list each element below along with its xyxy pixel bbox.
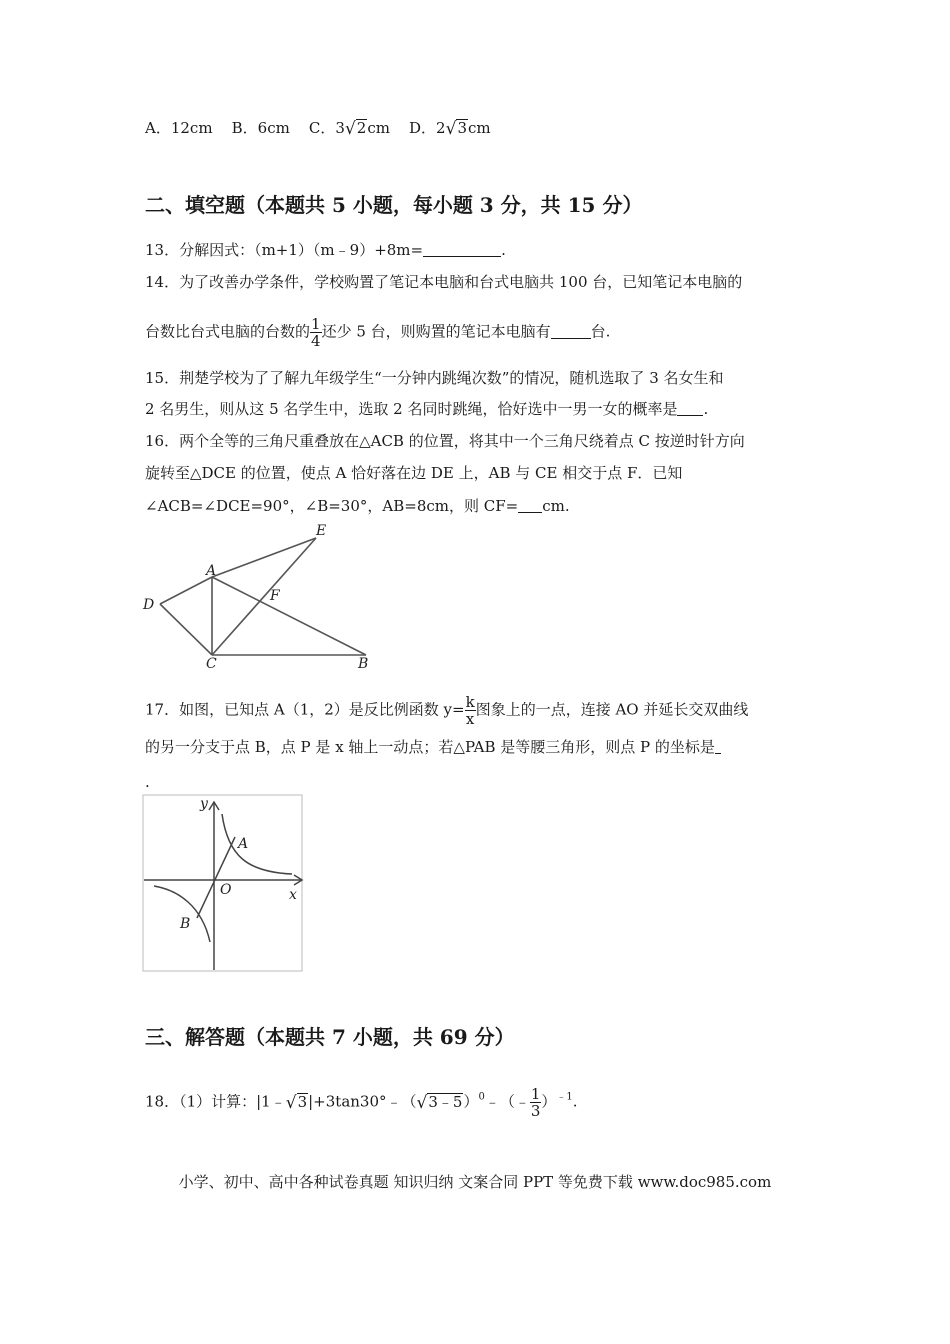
segment-AB — [197, 837, 235, 918]
answer-blank — [715, 739, 721, 754]
label-F: F — [270, 588, 280, 604]
section-heading: 三、解答题（本题共 7 小题，共 69 分） — [145, 1025, 515, 1049]
option-a: A．12cm — [145, 119, 213, 137]
sqrt-symbol: √2 — [344, 119, 367, 139]
fraction: $\frac{k}{x}$ — [465, 693, 475, 728]
q12-options — [145, 118, 491, 139]
label-E: E — [316, 523, 327, 539]
hyperbola-branch-2 — [154, 886, 210, 942]
sqrt-symbol: √3 — [285, 1092, 308, 1113]
label-B: B — [358, 656, 369, 672]
question-16-line2: 旋转至△DCE 的位置，使点 A 恰好落在边 DE 上，AB 与 CE 相交于点 F．已知 — [145, 464, 683, 482]
label-D: D — [143, 597, 155, 613]
question-13: 13．分解因式：（m+1）（m﹣9）+8m= . — [145, 241, 506, 259]
label-A: A — [238, 836, 249, 852]
answer-blank — [518, 498, 542, 513]
answer-blank — [551, 324, 591, 339]
label-C: C — [206, 656, 217, 672]
segment-AE — [212, 538, 316, 577]
segment-DA — [160, 577, 212, 604]
option-b: B．6cm — [231, 119, 290, 137]
hyperbola-figure — [142, 794, 304, 974]
segment-CE — [212, 538, 316, 655]
question-17-line3: . — [145, 773, 150, 791]
option-c: C．3√2cm — [308, 119, 390, 139]
question-17-line2: 的另一分支于点 B，点 P 是 x 轴上一动点；若△PAB 是等腰三角形，则点 P 的坐标是 — [145, 737, 721, 757]
label-x: x — [289, 887, 297, 903]
label-O: O — [220, 882, 232, 898]
triangle-figure — [138, 520, 378, 676]
label-A: A — [206, 563, 217, 579]
label-y: y — [200, 796, 208, 812]
answer-blank — [677, 401, 703, 416]
question-16-line1: 16．两个全等的三角尺重叠放在△ACB 的位置，将其中一个三角尺绕着点 C 按逆时针方向 — [145, 432, 745, 450]
question-18: 18．（1）计算：|1﹣√3|+3tan30°﹣（√3﹣5）$^0$﹣（﹣ $\frac{1}{3}$ ）$^{﹣1}$. — [145, 1085, 578, 1120]
page-footer: 小学、初中、高中各种试卷真题 知识归纳 文案合同 PPT 等免费下载 www.doc985.com — [178, 1173, 772, 1191]
question-15-line2: 2 名男生，则从这 5 名学生中，选取 2 名同时跳绳，恰好选中一男一女的概率是 . — [145, 400, 709, 418]
sqrt-symbol: √3 — [445, 119, 467, 139]
section-heading: 二、填空题（本题共 5 小题，每小题 3 分，共 15 分） — [145, 193, 643, 217]
question-17-line1: 17．如图，已知点 A（1，2）是反比例函数 y= $\frac{k}{x}$ 图象上的一点，连接 AO 并延长交双曲线 — [145, 693, 749, 728]
fraction: $\frac{1}{3}$ — [530, 1085, 541, 1120]
question-15-line1: 15．荆楚学校为了了解九年级学生“一分钟内跳绳次数”的情况，随机选取了 3 名女生和 — [145, 369, 724, 387]
sqrt-symbol: √3﹣5 — [416, 1092, 463, 1113]
label-B: B — [180, 916, 191, 932]
answer-blank — [423, 242, 501, 257]
question-14-line2: 台数比台式电脑的台数的 $\frac{1}{4}$ 还少 5 台，则购置的笔记本电脑有 台. — [145, 315, 611, 350]
fraction: $\frac{1}{4}$ — [311, 315, 321, 350]
segment-AB — [212, 577, 366, 655]
segment-DC — [160, 604, 212, 655]
question-14-line1: 14．为了改善办学条件，学校购置了笔记本电脑和台式电脑共 100 台，已知笔记本电脑的 — [145, 273, 743, 291]
option-d: D．2√3cm — [409, 119, 491, 139]
question-16-line3: ∠ACB=∠DCE=90°，∠B=30°，AB=8cm，则 CF= cm. — [145, 497, 570, 515]
